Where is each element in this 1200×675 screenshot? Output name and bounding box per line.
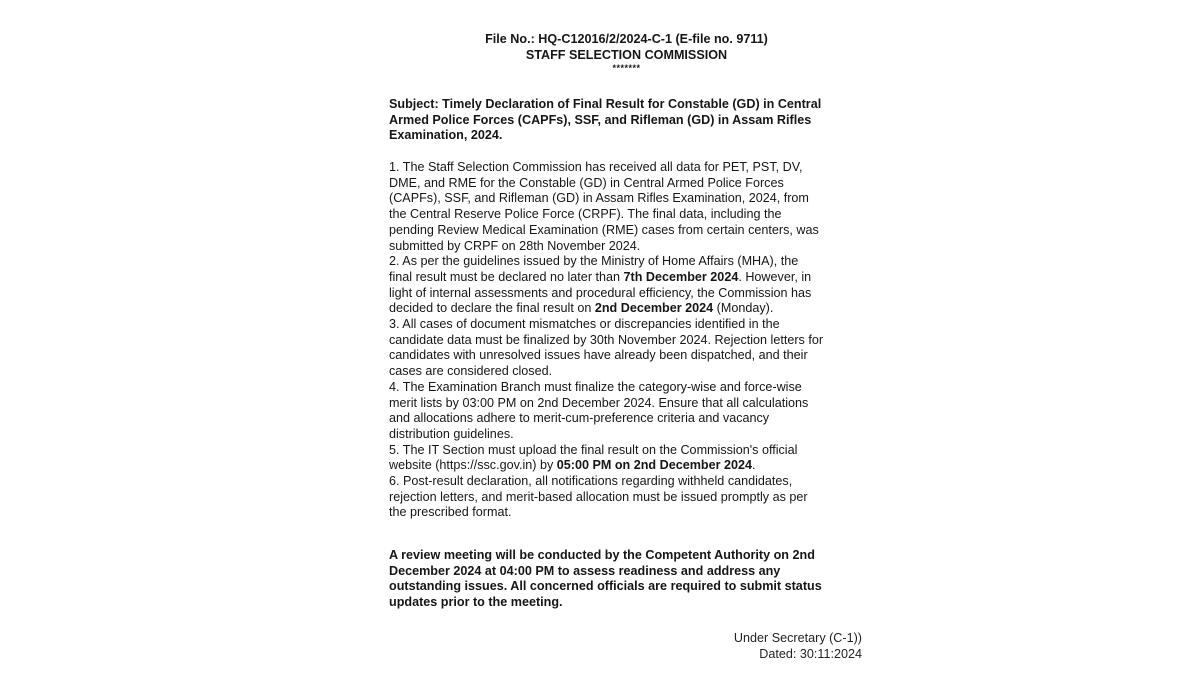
- paragraph-line: 3. All cases of document mismatches or discrepancies identified in the: [389, 317, 780, 332]
- subject-line: Armed Police Forces (CAPFs), SSF, and Rifleman (GD) in Assam Rifles: [389, 112, 812, 127]
- meeting-line: A review meeting will be conducted by the Competent Authority on 2nd: [389, 548, 815, 562]
- paragraph-1: [389, 160, 869, 254]
- body-paragraphs: [389, 160, 869, 521]
- separator: *******: [612, 63, 641, 73]
- meeting-line: December 2024 at 04:00 PM to assess readiness and address any: [389, 563, 781, 578]
- paragraph-line: DME, and RME for the Constable (GD) in Central Armed Police Forces: [389, 175, 784, 190]
- file-number: File No.: HQ-C12016/2/2024-C-1 (E-file no. 9711): [485, 32, 768, 46]
- paragraph-line: distribution guidelines.: [389, 426, 514, 441]
- meeting-line: updates prior to the meeting.: [389, 595, 563, 610]
- paragraph-line: 5. The IT Section must upload the final result on the Commission's official: [389, 442, 798, 457]
- subject-line: Examination, 2024.: [389, 128, 503, 143]
- text-segment: (Monday).: [713, 301, 774, 316]
- upload-deadline: 05:00 PM on 2nd December 2024: [556, 458, 753, 473]
- paragraph-5: [389, 443, 869, 474]
- paragraph-line: [389, 301, 869, 317]
- organization-name: STAFF SELECTION COMMISSION: [525, 48, 728, 62]
- paragraph-line: (CAPFs), SSF, and Rifleman (GD) in Assam Rifles Examination, 2024, from: [389, 191, 809, 206]
- paragraph-line: pending Review Medical Examination (RME) cases from certain centers, was: [389, 222, 819, 237]
- paragraph-line: submitted by CRPF on 28th November 2024.: [389, 238, 641, 253]
- signature-date: Dated: 30:11:2024: [759, 647, 862, 661]
- result-date: 2nd December 2024: [594, 301, 714, 316]
- paragraph-line: [389, 458, 869, 474]
- subject-line: Subject: Timely Declaration of Final Result for Constable (GD) in Central: [389, 97, 822, 111]
- paragraph-4: [389, 380, 869, 443]
- meeting-notice: [389, 548, 869, 611]
- signatory-designation: Under Secretary (C-1)): [733, 631, 862, 645]
- paragraph-line: rejection letters, and merit-based allocation must be issued promptly as per: [389, 489, 808, 504]
- deadline-date: 7th December 2024: [623, 269, 739, 284]
- paragraph-line: 4. The Examination Branch must finalize the category-wise and force-wise: [389, 379, 802, 394]
- text-segment: decided to declare the final result on: [389, 301, 595, 316]
- paragraph-2: [389, 254, 869, 317]
- paragraph-line: candidate data must be finalized by 30th November 2024. Rejection letters for: [389, 332, 824, 347]
- meeting-line: outstanding issues. All concerned officials are required to submit status: [389, 579, 822, 594]
- paragraph-6: [389, 474, 869, 521]
- paragraph-line: light of internal assessments and procedural efficiency, the Commission has: [389, 285, 812, 300]
- text-segment: final result must be declared no later than: [389, 269, 624, 284]
- paragraph-3: [389, 317, 869, 380]
- document-header: [389, 31, 864, 73]
- text-segment: .: [752, 458, 756, 473]
- text-segment: website (https://ssc.gov.in) by: [389, 458, 557, 473]
- paragraph-line: 1. The Staff Selection Commission has received all data for PET, PST, DV,: [389, 160, 803, 174]
- paragraph-line: cases are considered closed.: [389, 364, 553, 379]
- paragraph-line: [389, 270, 869, 286]
- subject: [389, 97, 869, 144]
- paragraph-line: 6. Post-result declaration, all notifications regarding withheld candidates,: [389, 474, 793, 489]
- paragraph-line: 2. As per the guidelines issued by the Ministry of Home Affairs (MHA), the: [389, 254, 799, 269]
- paragraph-line: candidates with unresolved issues have already been dispatched, and their: [389, 348, 808, 363]
- paragraph-line: and allocations adhere to merit-cum-preference criteria and vacancy: [389, 411, 770, 426]
- paragraph-line: merit lists by 03:00 PM on 2nd December 2024. Ensure that all calculations: [389, 395, 809, 410]
- paragraph-line: the prescribed format.: [389, 505, 512, 520]
- text-segment: . However, in: [738, 269, 812, 284]
- signature-block: [734, 630, 862, 662]
- paragraph-line: the Central Reserve Police Force (CRPF). The final data, including the: [389, 207, 782, 222]
